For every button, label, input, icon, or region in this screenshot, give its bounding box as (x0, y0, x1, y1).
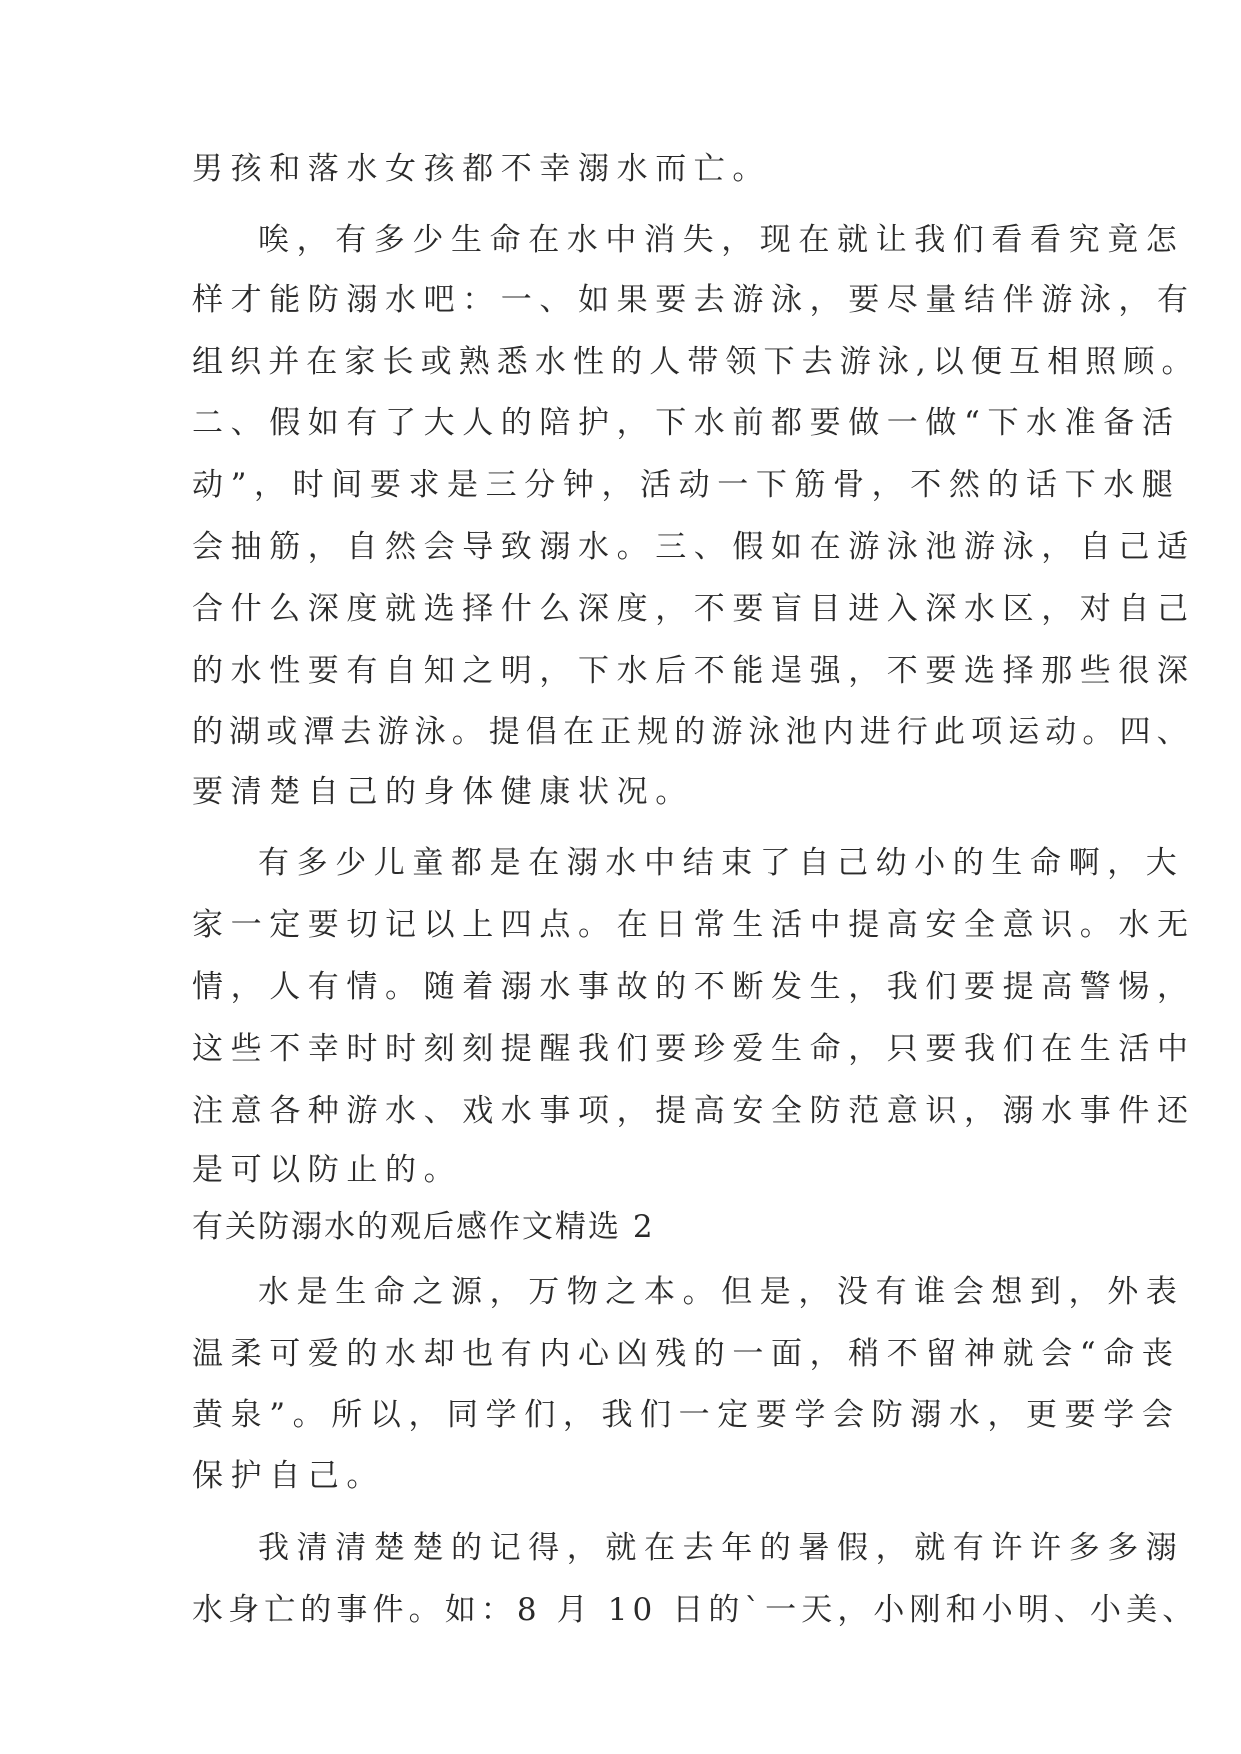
text-line: 组织并在家长或熟悉水性的人带领下去游泳,以便互相照顾。 (192, 344, 1200, 380)
text-line: 二、假如有了大人的陪护，下水前都要做一做“下水准备活 (192, 405, 1181, 441)
text-line: 水是生命之源，万物之本。但是，没有谁会想到，外表 (258, 1274, 1185, 1310)
text-line: 黄泉”。所以，同学们，我们一定要学会防溺水，更要学会 (192, 1397, 1181, 1433)
text-line: 是可以防止的。 (192, 1152, 463, 1188)
text-line: 情，人有情。随着溺水事故的不断发生，我们要提高警惕， (192, 969, 1196, 1005)
text-line: 会抽筋，自然会导致溺水。三、假如在游泳池游泳，自己适 (192, 529, 1196, 565)
text-line: 动”，时间要求是三分钟，活动一下筋骨，不然的话下水腿 (192, 467, 1181, 503)
text-line: 注意各种游水、戏水事项，提高安全防范意识，溺水事件还 (192, 1093, 1196, 1129)
text-line: 要清楚自己的身体健康状况。 (192, 774, 694, 810)
text-line: 唉，有多少生命在水中消失，现在就让我们看看究竟怎 (258, 222, 1185, 258)
text-line: 男孩和落水女孩都不幸溺水而亡。 (192, 151, 771, 187)
text-line: 水身亡的事件。如：8 月 10 日的`一天，小刚和小明、小美、 (192, 1592, 1199, 1628)
text-line: 的水性要有自知之明，下水后不能逞强，不要选择那些很深 (192, 653, 1196, 689)
text-line: 有多少儿童都是在溺水中结束了自己幼小的生命啊，大 (258, 845, 1185, 881)
text-line: 保护自己。 (192, 1458, 385, 1494)
section-heading: 有关防溺水的观后感作文精选 2 (192, 1209, 655, 1245)
text-line: 的湖或潭去游泳。提倡在正规的游泳池内进行此项运动。四、 (192, 714, 1194, 750)
text-line: 我清清楚楚的记得，就在去年的暑假，就有许许多多溺 (258, 1530, 1185, 1566)
text-line: 合什么深度就选择什么深度，不要盲目进入深水区，对自己 (192, 591, 1196, 627)
text-line: 温柔可爱的水却也有内心凶残的一面，稍不留神就会“命丧 (192, 1336, 1181, 1372)
text-line: 样才能防溺水吧：一、如果要去游泳，要尽量结伴游泳，有 (192, 282, 1196, 318)
text-line: 家一定要切记以上四点。在日常生活中提高安全意识。水无 (192, 907, 1196, 943)
text-line: 这些不幸时时刻刻提醒我们要珍爱生命，只要我们在生活中 (192, 1031, 1196, 1067)
